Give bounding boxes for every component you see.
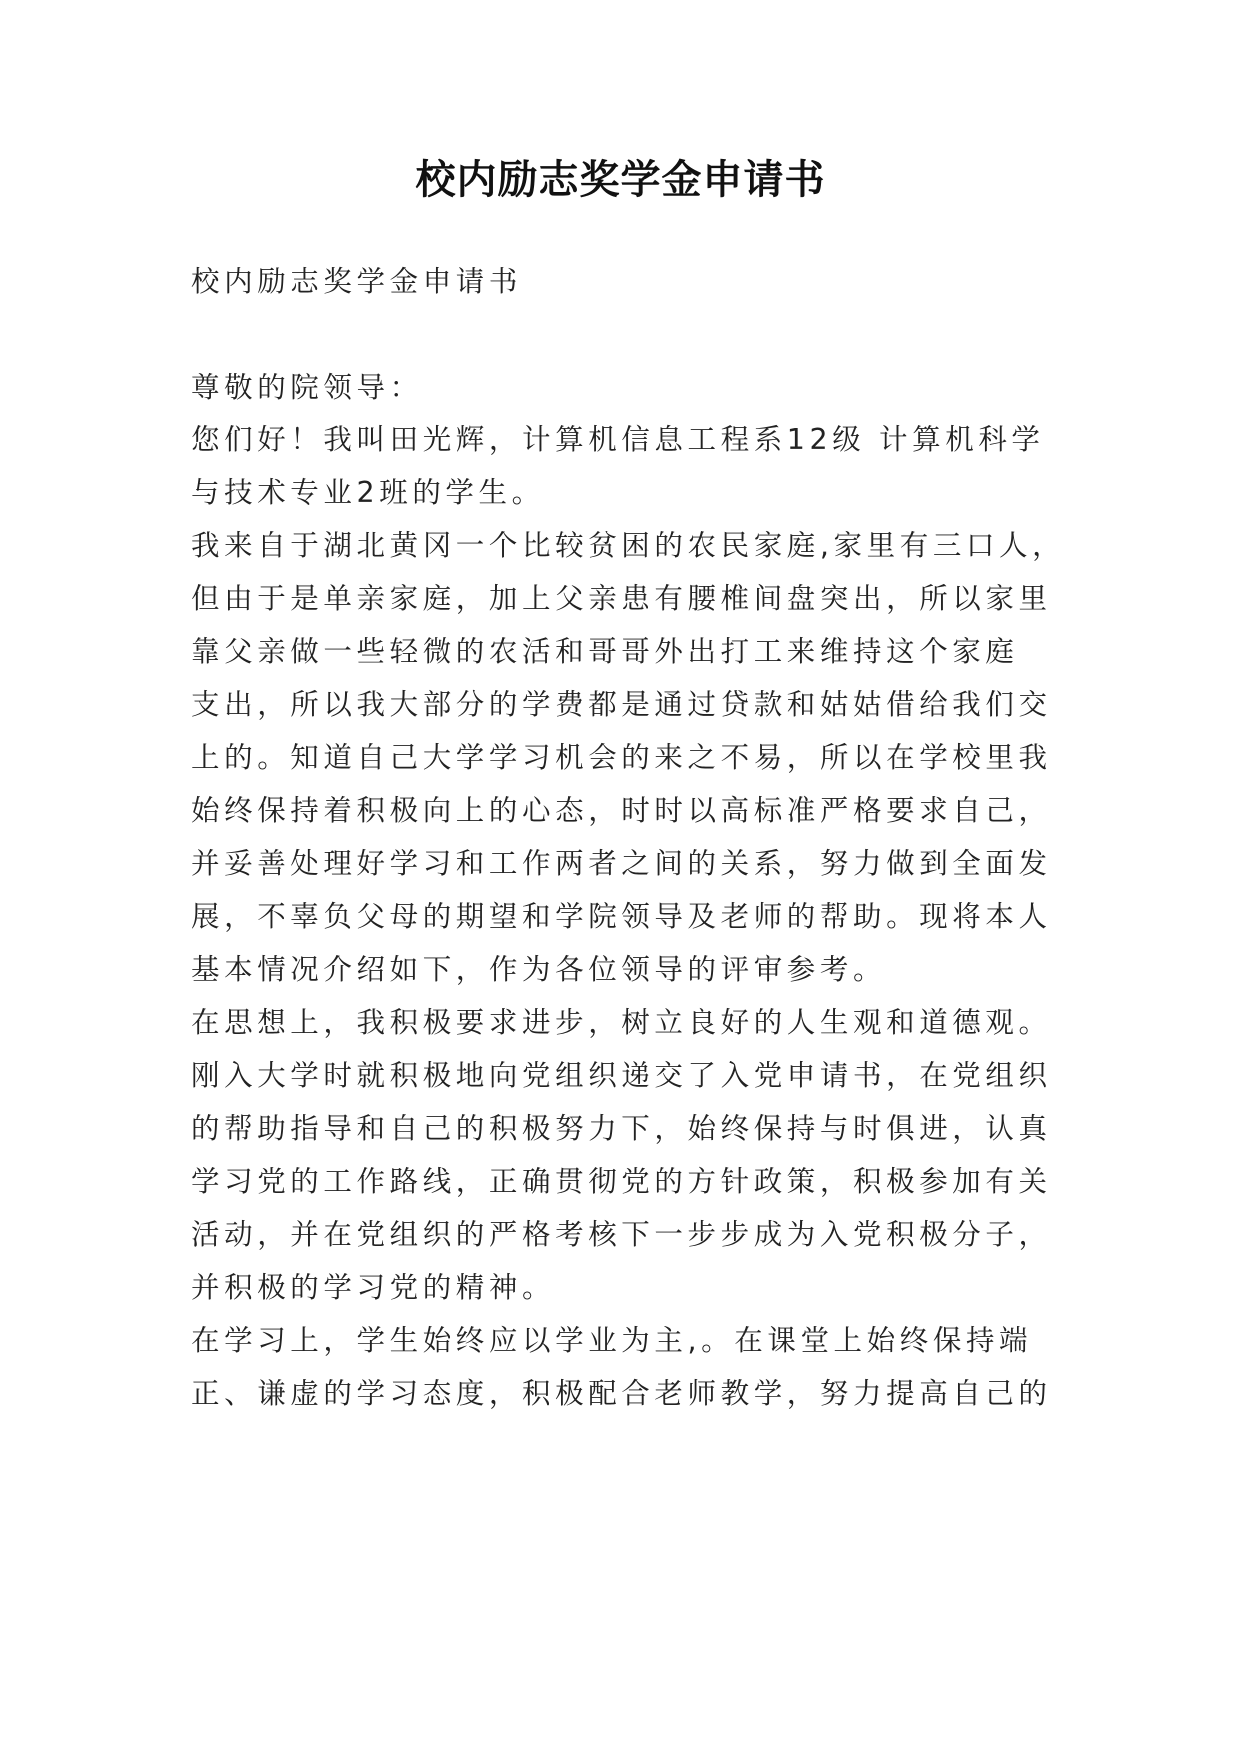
document-subtitle: 校内励志奖学金申请书 [191, 265, 523, 298]
paragraph-line: 基本情况介绍如下，作为各位领导的评审参考。 [191, 953, 887, 986]
paragraph-line: 上的。知道自己大学学习机会的来之不易，所以在学校里我 [191, 741, 1052, 774]
paragraph-line: 正、谦虚的学习态度，积极配合老师教学，努力提高自己的 [191, 1377, 1052, 1410]
paragraph-line: 在思想上，我积极要求进步，树立良好的人生观和道德观。 [191, 1006, 1052, 1039]
paragraph-line: 活动，并在党组织的严格考核下一步步成为入党积极分子， [191, 1218, 1052, 1251]
paragraph-line: 在学习上，学生始终应以学业为主,。在课堂上始终保持端 [191, 1324, 1033, 1357]
paragraph-line: 与技术专业2班的学生。 [191, 476, 545, 509]
paragraph-line: 但由于是单亲家庭，加上父亲患有腰椎间盘突出，所以家里 [191, 582, 1052, 615]
paragraph-line: 始终保持着积极向上的心态，时时以高标准严格要求自己， [191, 794, 1052, 827]
document-title: 校内励志奖学金申请书 [415, 156, 826, 203]
paragraph-line: 的帮助指导和自己的积极努力下，始终保持与时俱进，认真 [191, 1112, 1052, 1145]
paragraph-line: 学习党的工作路线，正确贯彻党的方针政策，积极参加有关 [191, 1165, 1052, 1198]
paragraph-line: 并积极的学习党的精神。 [191, 1271, 556, 1304]
paragraph-line: 刚入大学时就积极地向党组织递交了入党申请书，在党组织 [191, 1059, 1052, 1092]
paragraph-line: 靠父亲做一些轻微的农活和哥哥外出打工来维持这个家庭 [191, 635, 1019, 668]
paragraph-line: 我来自于湖北黄冈一个比较贫困的农民家庭,家里有三口人， [191, 529, 1066, 562]
paragraph-line: 并妥善处理好学习和工作两者之间的关系，努力做到全面发 [191, 847, 1052, 880]
paragraph-line: 尊敬的院领导： [191, 371, 423, 404]
paragraph-line: 您们好！我叫田光辉，计算机信息工程系12级 计算机科学 [191, 423, 1045, 456]
paragraph-line: 展，不辜负父母的期望和学院领导及老师的帮助。现将本人 [191, 900, 1052, 933]
paragraph-line: 支出，所以我大部分的学费都是通过贷款和姑姑借给我们交 [191, 688, 1052, 721]
